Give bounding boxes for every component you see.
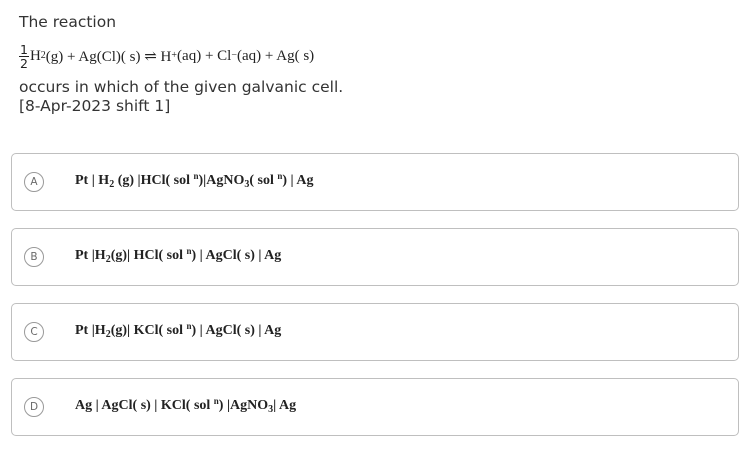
option-d-letter-circle[interactable]: D [24,397,44,417]
reaction-equation: $\frac{1}{2}$ H 2 (g) + Ag(Cl)( s) ⇌ H + (aq) + Cl − (aq) + Ag( s) [20,41,315,71]
option-c-letter-circle[interactable]: C [24,322,44,342]
option-c-text: Pt $|H_2(g)|$ KCl( sol $^n$) | AgCl( s) | Ag [75,321,282,340]
fraction-numerator: 1 [20,41,28,57]
question-text-line-1: The reaction [19,13,117,31]
question-text-line-3: occurs in which of the given galvanic cell. [19,78,344,96]
option-a-text: Pt | $H_2$ (g) |HCl( sol $^n$)|AgNO$_3$( sol $^n$) | Ag [75,171,314,190]
option-d[interactable] [11,378,739,436]
option-c[interactable] [11,303,739,361]
fraction-denominator: 2 [20,55,28,71]
option-a-letter-circle[interactable]: A [24,172,44,192]
fraction-half [19,43,29,70]
eq-part-4: (aq) + Ag( s) [236,47,315,64]
option-b-letter-circle[interactable]: B [24,247,44,267]
option-b-text: Pt $|H_2(g)|$ HCl( sol $^n$) | AgCl( s) | Ag [75,246,282,265]
eq-part-1: H [29,47,41,64]
eq-part-3: (aq) + Cl [177,47,232,64]
option-d-text: Ag | AgCl( s) | KCl( sol $^n$) |AgNO$_3$| Ag [75,396,297,415]
option-a[interactable] [11,153,739,211]
option-b[interactable] [11,228,739,286]
eq-part-2: (g) + Ag(Cl)( s) ⇌ H [45,48,172,65]
question-source-tag: [8-Apr-2023 shift 1] [19,97,171,115]
